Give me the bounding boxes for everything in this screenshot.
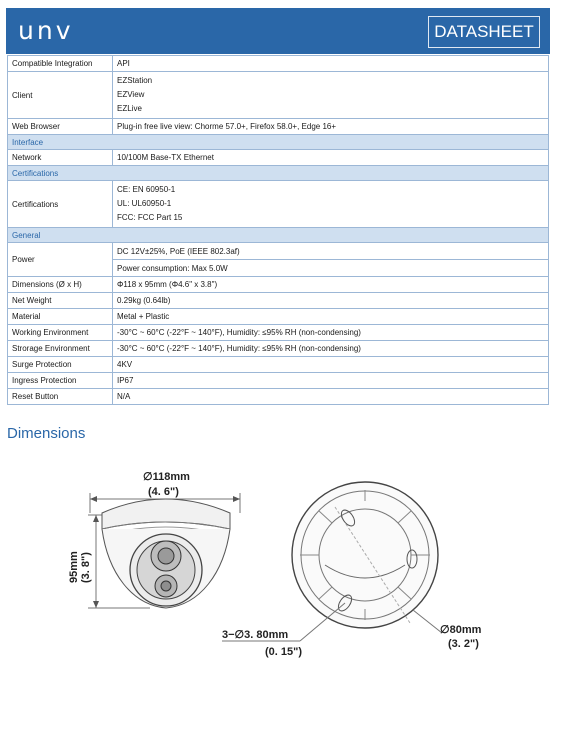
- table-row: [8, 181, 549, 228]
- spec-value: API: [113, 56, 549, 72]
- hole-mm-label: 3−∅3. 80mm: [222, 629, 289, 641]
- top-view: [222, 482, 442, 641]
- table-row: [8, 72, 549, 119]
- spec-label: Web Browser: [8, 119, 113, 135]
- spec-label: Network: [8, 150, 113, 166]
- spec-label: Power: [8, 243, 113, 277]
- spec-value: N/A: [113, 389, 549, 405]
- spec-value: Plug-in free live view: Chorme 57.0+, Firefox 58.0+, Edge 16+: [113, 119, 549, 135]
- table-row: [8, 293, 549, 309]
- section-general: General: [8, 228, 549, 243]
- spec-label: Surge Protection: [8, 357, 113, 373]
- height-in-label: (3. 8"): [80, 552, 92, 583]
- table-row: [8, 389, 549, 405]
- table-row: [8, 243, 549, 260]
- spec-label: Certifications: [8, 181, 113, 228]
- side-view: [88, 493, 240, 608]
- spec-value: 10/100M Base-TX Ethernet: [113, 150, 549, 166]
- spec-table: [7, 55, 549, 405]
- spec-value: 0.29kg (0.64lb): [113, 293, 549, 309]
- table-row: [8, 119, 549, 135]
- spec-label: Client: [8, 72, 113, 119]
- hole-in-label: (0. 15"): [265, 646, 303, 658]
- spec-label: Compatible Integration: [8, 56, 113, 72]
- spec-value: Power consumption: Max 5.0W: [113, 260, 549, 277]
- spec-value: [113, 181, 549, 228]
- section-certifications: Certifications: [8, 166, 549, 181]
- spec-label: Ingress Protection: [8, 373, 113, 389]
- spec-label: Dimensions (Ø x H): [8, 277, 113, 293]
- table-row: [8, 357, 549, 373]
- dimension-drawing: [0, 455, 566, 685]
- width-mm-label: ∅118mm: [143, 471, 190, 483]
- base-mm-label: ∅80mm: [440, 624, 482, 636]
- height-label-group: [68, 551, 92, 583]
- spec-label: Material: [8, 309, 113, 325]
- spec-label: Working Environment: [8, 325, 113, 341]
- table-row: [8, 56, 549, 72]
- spec-value: Φ118 x 95mm (Φ4.6" x 3.8"): [113, 277, 549, 293]
- datasheet-badge: DATASHEET: [428, 16, 540, 48]
- spec-value: DC 12V±25%, PoE (IEEE 802.3af): [113, 243, 549, 260]
- section-row: [8, 228, 549, 243]
- cert-item: UL: UL60950-1: [117, 199, 172, 208]
- table-row: [8, 341, 549, 357]
- spec-value: Metal + Plastic: [113, 309, 549, 325]
- table-row: [8, 309, 549, 325]
- client-item: EZView: [117, 90, 145, 99]
- client-item: EZLive: [117, 104, 142, 113]
- datasheet-header: [6, 8, 550, 54]
- spec-value: [113, 72, 549, 119]
- height-mm-label: 95mm: [68, 551, 80, 583]
- table-row: [8, 325, 549, 341]
- table-row: [8, 277, 549, 293]
- spec-label: Net Weight: [8, 293, 113, 309]
- width-in-label: (4. 6"): [148, 486, 179, 498]
- spec-value: -30°C ~ 60°C (-22°F ~ 140°F), Humidity: ≤95% RH (non-condensing): [113, 325, 549, 341]
- cert-item: FCC: FCC Part 15: [117, 213, 183, 222]
- section-row: [8, 166, 549, 181]
- section-row: [8, 135, 549, 150]
- table-row: [8, 150, 549, 166]
- spec-label: Reset Button: [8, 389, 113, 405]
- spec-label: Strorage Environment: [8, 341, 113, 357]
- base-in-label: (3. 2"): [448, 638, 479, 650]
- client-item: EZStation: [117, 76, 153, 85]
- spec-value: -30°C ~ 60°C (-22°F ~ 140°F), Humidity: ≤95% RH (non-condensing): [113, 341, 549, 357]
- unv-logo: unv: [18, 16, 74, 45]
- cert-item: CE: EN 60950-1: [117, 185, 176, 194]
- spec-value: IP67: [113, 373, 549, 389]
- section-interface: Interface: [8, 135, 549, 150]
- spec-value: 4KV: [113, 357, 549, 373]
- table-row: [8, 373, 549, 389]
- dimensions-heading: Dimensions: [7, 425, 86, 442]
